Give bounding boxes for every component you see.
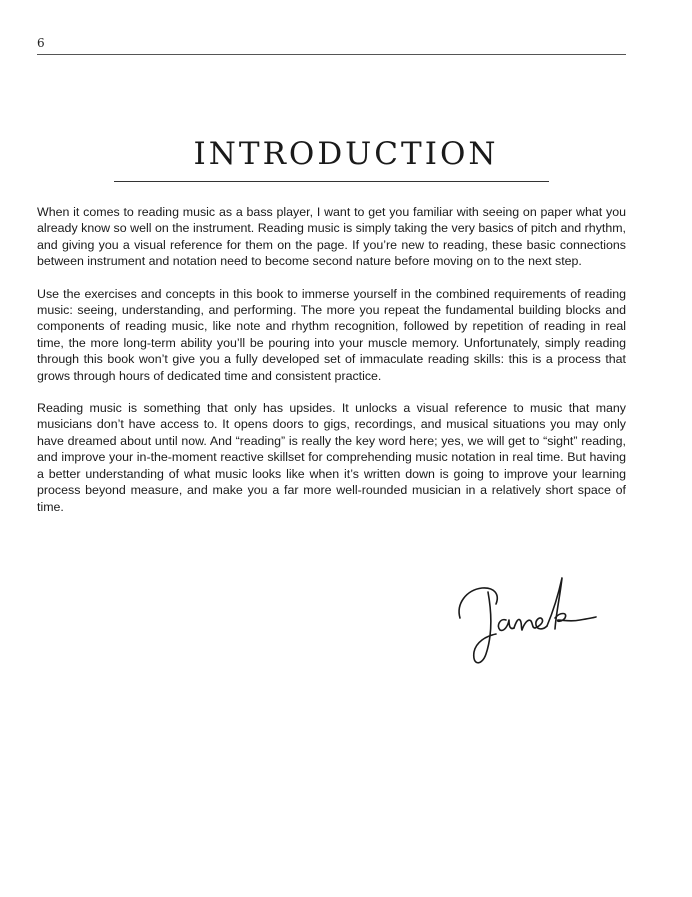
page-title: INTRODUCTION (193, 136, 499, 172)
title-underline (114, 181, 549, 182)
page-number: 6 (37, 36, 45, 50)
header-divider (37, 54, 626, 55)
paragraph-2: Use the exercises and concepts in this book to immerse yourself in the combined requirements of reading music: seeing, understanding, and performing. The more you repeat the fundamental building blocks and components of reading music, like note and rhythm recognition, followed by repetition of reading in real time, the more long-term ability you’ll be pouring into your muscle memory. Unfortunately, simply reading through this book won’t give you a fully developed set of immaculate reading skills: this is a process that grows through hours of dedicated time and consistent practice. (37, 286, 626, 383)
body-text (37, 204, 626, 531)
signature-janek (452, 574, 602, 670)
paragraph-1: When it comes to reading music as a bass player, I want to get you familiar with seeing on paper what you already know so well on the instrument. Reading music is simply taking the very basics of pitch and rhythm, and giving you a visual reference for them on the page. If you’re new to reading, these basic connections between instrument and notation need to become second nature before moving on to the next step. (37, 205, 626, 269)
paragraph-3: Reading music is something that only has upsides. It unlocks a visual reference to music that many musicians don’t have access to. It opens doors to gigs, recordings, and musical situations you may only have dreamed about until now. And “reading” is really the key word here; yes, we will get to “sight” reading, and improve your in-the-moment reactive skillset for comprehending music notation in real time. But having a better understanding of what music looks like when it’s written down is going to improve your learning process beyond measure, and make you a far more well-rounded musician in a relatively short space of time. (37, 401, 626, 514)
